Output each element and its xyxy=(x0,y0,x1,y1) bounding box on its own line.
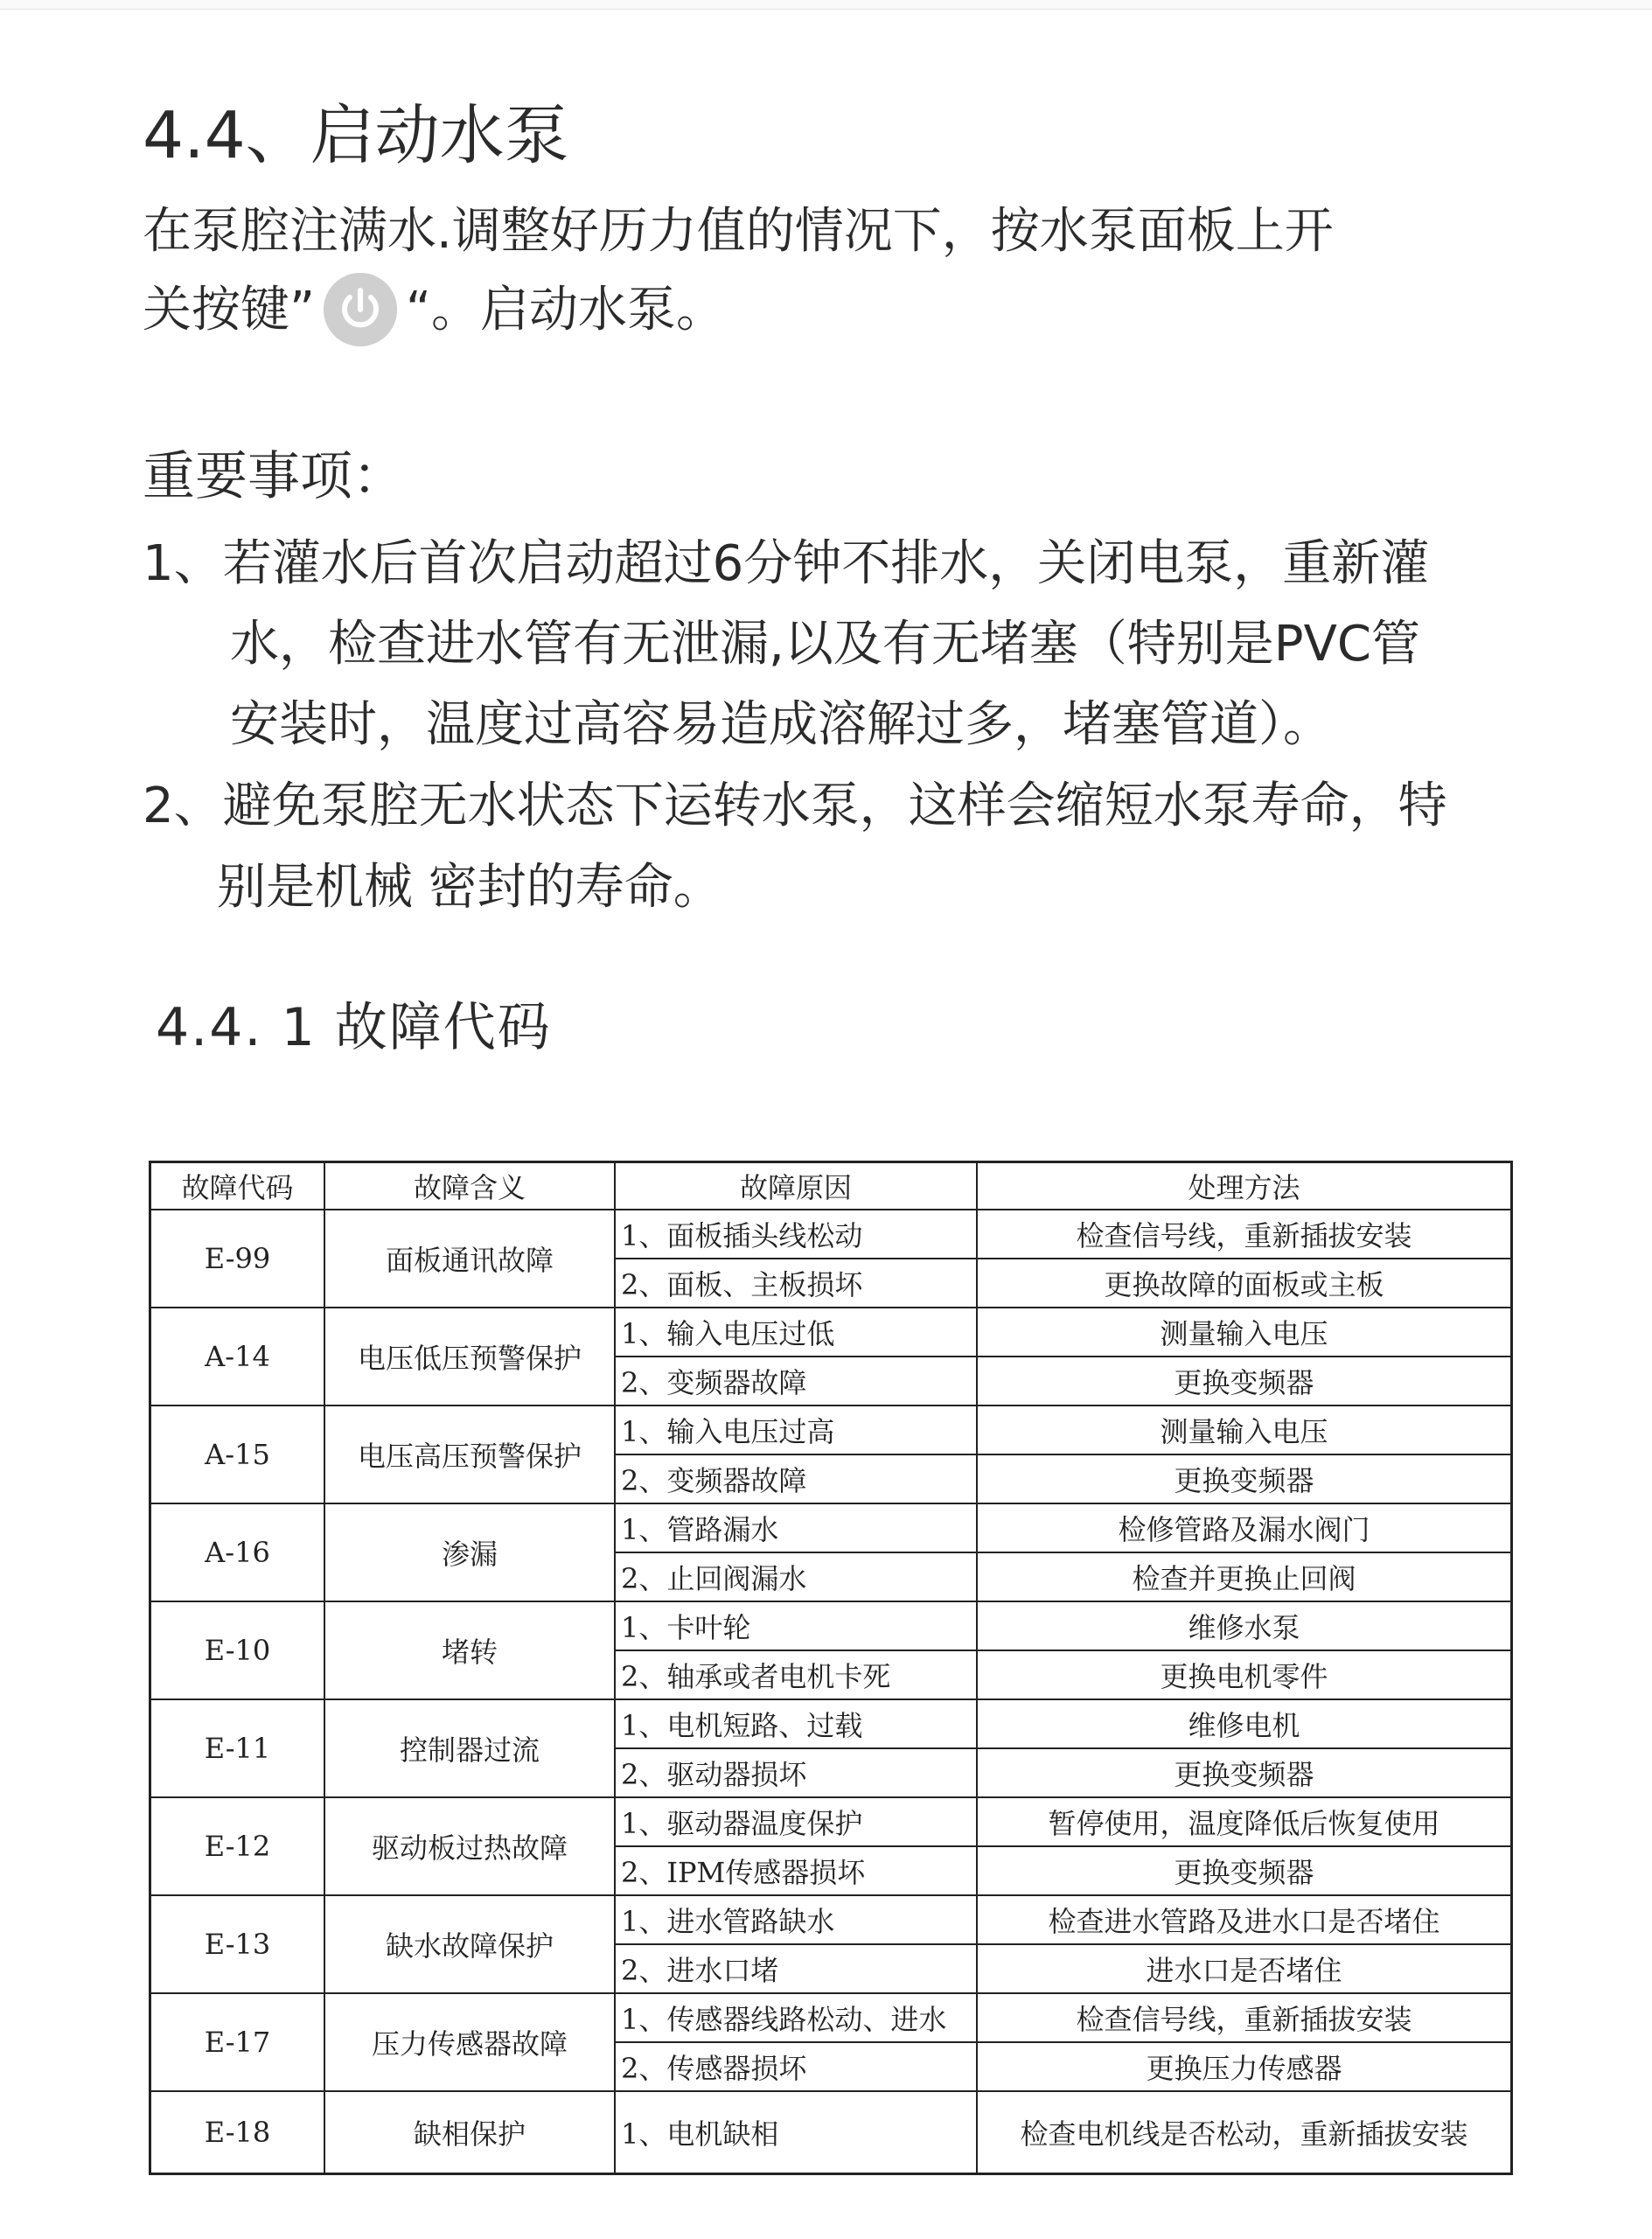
fault-code: E-13 xyxy=(150,1895,325,1993)
fault-fix: 维修水泵 xyxy=(977,1601,1512,1650)
table-row xyxy=(150,1308,1512,1357)
notice-item-1-line-3: 安装时，温度过高容易造成溶解过多，堵塞管道）。 xyxy=(230,696,1332,753)
fault-meaning: 堵转 xyxy=(324,1601,615,1699)
fault-fix: 更换故障的面板或主板 xyxy=(977,1259,1512,1308)
notice-item-1-line-2: 水，检查进水管有无泄漏,以及有无堵塞（特别是PVC管 xyxy=(230,616,1420,673)
fault-fix: 进水口是否堵住 xyxy=(977,1944,1512,1993)
fault-fix: 更换电机零件 xyxy=(977,1650,1512,1699)
fault-fix: 检查并更换止回阀 xyxy=(977,1552,1512,1601)
header-code: 故障代码 xyxy=(150,1162,325,1210)
fault-cause: 1、驱动器温度保护 xyxy=(615,1797,977,1846)
fault-cause: 1、传感器线路松动、进水 xyxy=(615,1993,977,2042)
fault-code: E-18 xyxy=(150,2091,325,2174)
header-cause: 故障原因 xyxy=(615,1162,977,1210)
fault-fix: 更换变频器 xyxy=(977,1748,1512,1797)
fault-cause: 1、管路漏水 xyxy=(615,1503,977,1552)
table-row xyxy=(150,1993,1512,2042)
fault-fix: 暂停使用，温度降低后恢复使用 xyxy=(977,1797,1512,1846)
table-row xyxy=(150,1601,1512,1650)
fault-cause: 2、传感器损坏 xyxy=(615,2042,977,2091)
fault-cause: 2、止回阀漏水 xyxy=(615,1552,977,1601)
table-row xyxy=(150,2091,1512,2174)
header-meaning: 故障含义 xyxy=(324,1162,615,1210)
fault-cause: 1、电机短路、过载 xyxy=(615,1699,977,1748)
table-row xyxy=(150,1797,1512,1846)
fault-code-heading: 4.4. 1 故障代码 xyxy=(156,997,552,1058)
fault-cause: 2、变频器故障 xyxy=(615,1357,977,1405)
fault-meaning: 渗漏 xyxy=(324,1503,615,1601)
fault-cause: 1、进水管路缺水 xyxy=(615,1895,977,1944)
table-header-row xyxy=(150,1162,1512,1210)
fault-code: E-11 xyxy=(150,1699,325,1797)
intro-line-2-after: “。启动水泵。 xyxy=(406,282,726,338)
notice-title: 重要事项： xyxy=(143,446,405,507)
fault-code: E-99 xyxy=(150,1210,325,1308)
fault-fix: 测量输入电压 xyxy=(977,1308,1512,1357)
fault-cause: 2、IPM传感器损坏 xyxy=(615,1846,977,1895)
fault-cause: 2、面板、主板损坏 xyxy=(615,1259,977,1308)
table-row xyxy=(150,1895,1512,1944)
fault-cause: 1、输入电压过低 xyxy=(615,1308,977,1357)
notice-item-1-line-1: 1、若灌水后首次启动超过6分钟不排水，关闭电泵，重新灌 xyxy=(143,535,1430,592)
fault-fix: 更换压力传感器 xyxy=(977,2042,1512,2091)
fault-cause: 2、变频器故障 xyxy=(615,1454,977,1503)
fault-fix: 检查进水管路及进水口是否堵住 xyxy=(977,1895,1512,1944)
fault-code: A-14 xyxy=(150,1308,325,1405)
fault-fix: 检修管路及漏水阀门 xyxy=(977,1503,1512,1552)
fault-meaning: 缺水故障保护 xyxy=(324,1895,615,1993)
notice-item-2-line-1: 2、避免泵腔无水状态下运转水泵，这样会缩短水泵寿命，特 xyxy=(143,778,1447,834)
table-row xyxy=(150,1210,1512,1259)
fault-code-table xyxy=(149,1161,1513,2175)
fault-cause: 1、电机缺相 xyxy=(615,2091,977,2174)
fault-code: E-10 xyxy=(150,1601,325,1699)
fault-fix: 检查信号线，重新插拔安装 xyxy=(977,1993,1512,2042)
fault-fix: 维修电机 xyxy=(977,1699,1512,1748)
fault-cause: 2、轴承或者电机卡死 xyxy=(615,1650,977,1699)
fault-meaning: 控制器过流 xyxy=(324,1699,615,1797)
fault-fix: 更换变频器 xyxy=(977,1846,1512,1895)
intro-line-2-before: 关按键” xyxy=(143,282,316,338)
table-row xyxy=(150,1503,1512,1552)
fault-cause: 2、驱动器损坏 xyxy=(615,1748,977,1797)
fault-cause: 1、面板插头线松动 xyxy=(615,1210,977,1259)
fault-code: E-17 xyxy=(150,1993,325,2091)
fault-cause: 1、卡叶轮 xyxy=(615,1601,977,1650)
fault-meaning: 驱动板过热故障 xyxy=(324,1797,615,1895)
fault-fix: 测量输入电压 xyxy=(977,1405,1512,1454)
fault-meaning: 缺相保护 xyxy=(324,2091,615,2174)
fault-meaning: 电压低压预警保护 xyxy=(324,1308,615,1405)
fault-fix: 更换变频器 xyxy=(977,1454,1512,1503)
intro-line-1: 在泵腔注满水.调整好历力值的情况下，按水泵面板上开 xyxy=(143,203,1334,260)
fault-code: A-16 xyxy=(150,1503,325,1601)
notice-item-2-line-2: 别是机械 密封的寿命。 xyxy=(217,859,722,916)
fault-code: E-12 xyxy=(150,1797,325,1895)
fault-fix: 检查电机线是否松动，重新插拔安装 xyxy=(977,2091,1512,2174)
intro-line-2 xyxy=(143,276,725,350)
fault-meaning: 面板通讯故障 xyxy=(324,1210,615,1308)
fault-fix: 检查信号线，重新插拔安装 xyxy=(977,1210,1512,1259)
table-row xyxy=(150,1699,1512,1748)
section-heading: 4.4、启动水泵 xyxy=(143,98,569,173)
fault-code: A-15 xyxy=(150,1405,325,1503)
header-fix: 处理方法 xyxy=(977,1162,1512,1210)
fault-cause: 2、进水口堵 xyxy=(615,1944,977,1993)
page-top-edge xyxy=(0,0,1652,10)
fault-meaning: 压力传感器故障 xyxy=(324,1993,615,2091)
fault-fix: 更换变频器 xyxy=(977,1357,1512,1405)
fault-cause: 1、输入电压过高 xyxy=(615,1405,977,1454)
table-row xyxy=(150,1405,1512,1454)
fault-meaning: 电压高压预警保护 xyxy=(324,1405,615,1503)
power-button-icon xyxy=(324,273,397,346)
